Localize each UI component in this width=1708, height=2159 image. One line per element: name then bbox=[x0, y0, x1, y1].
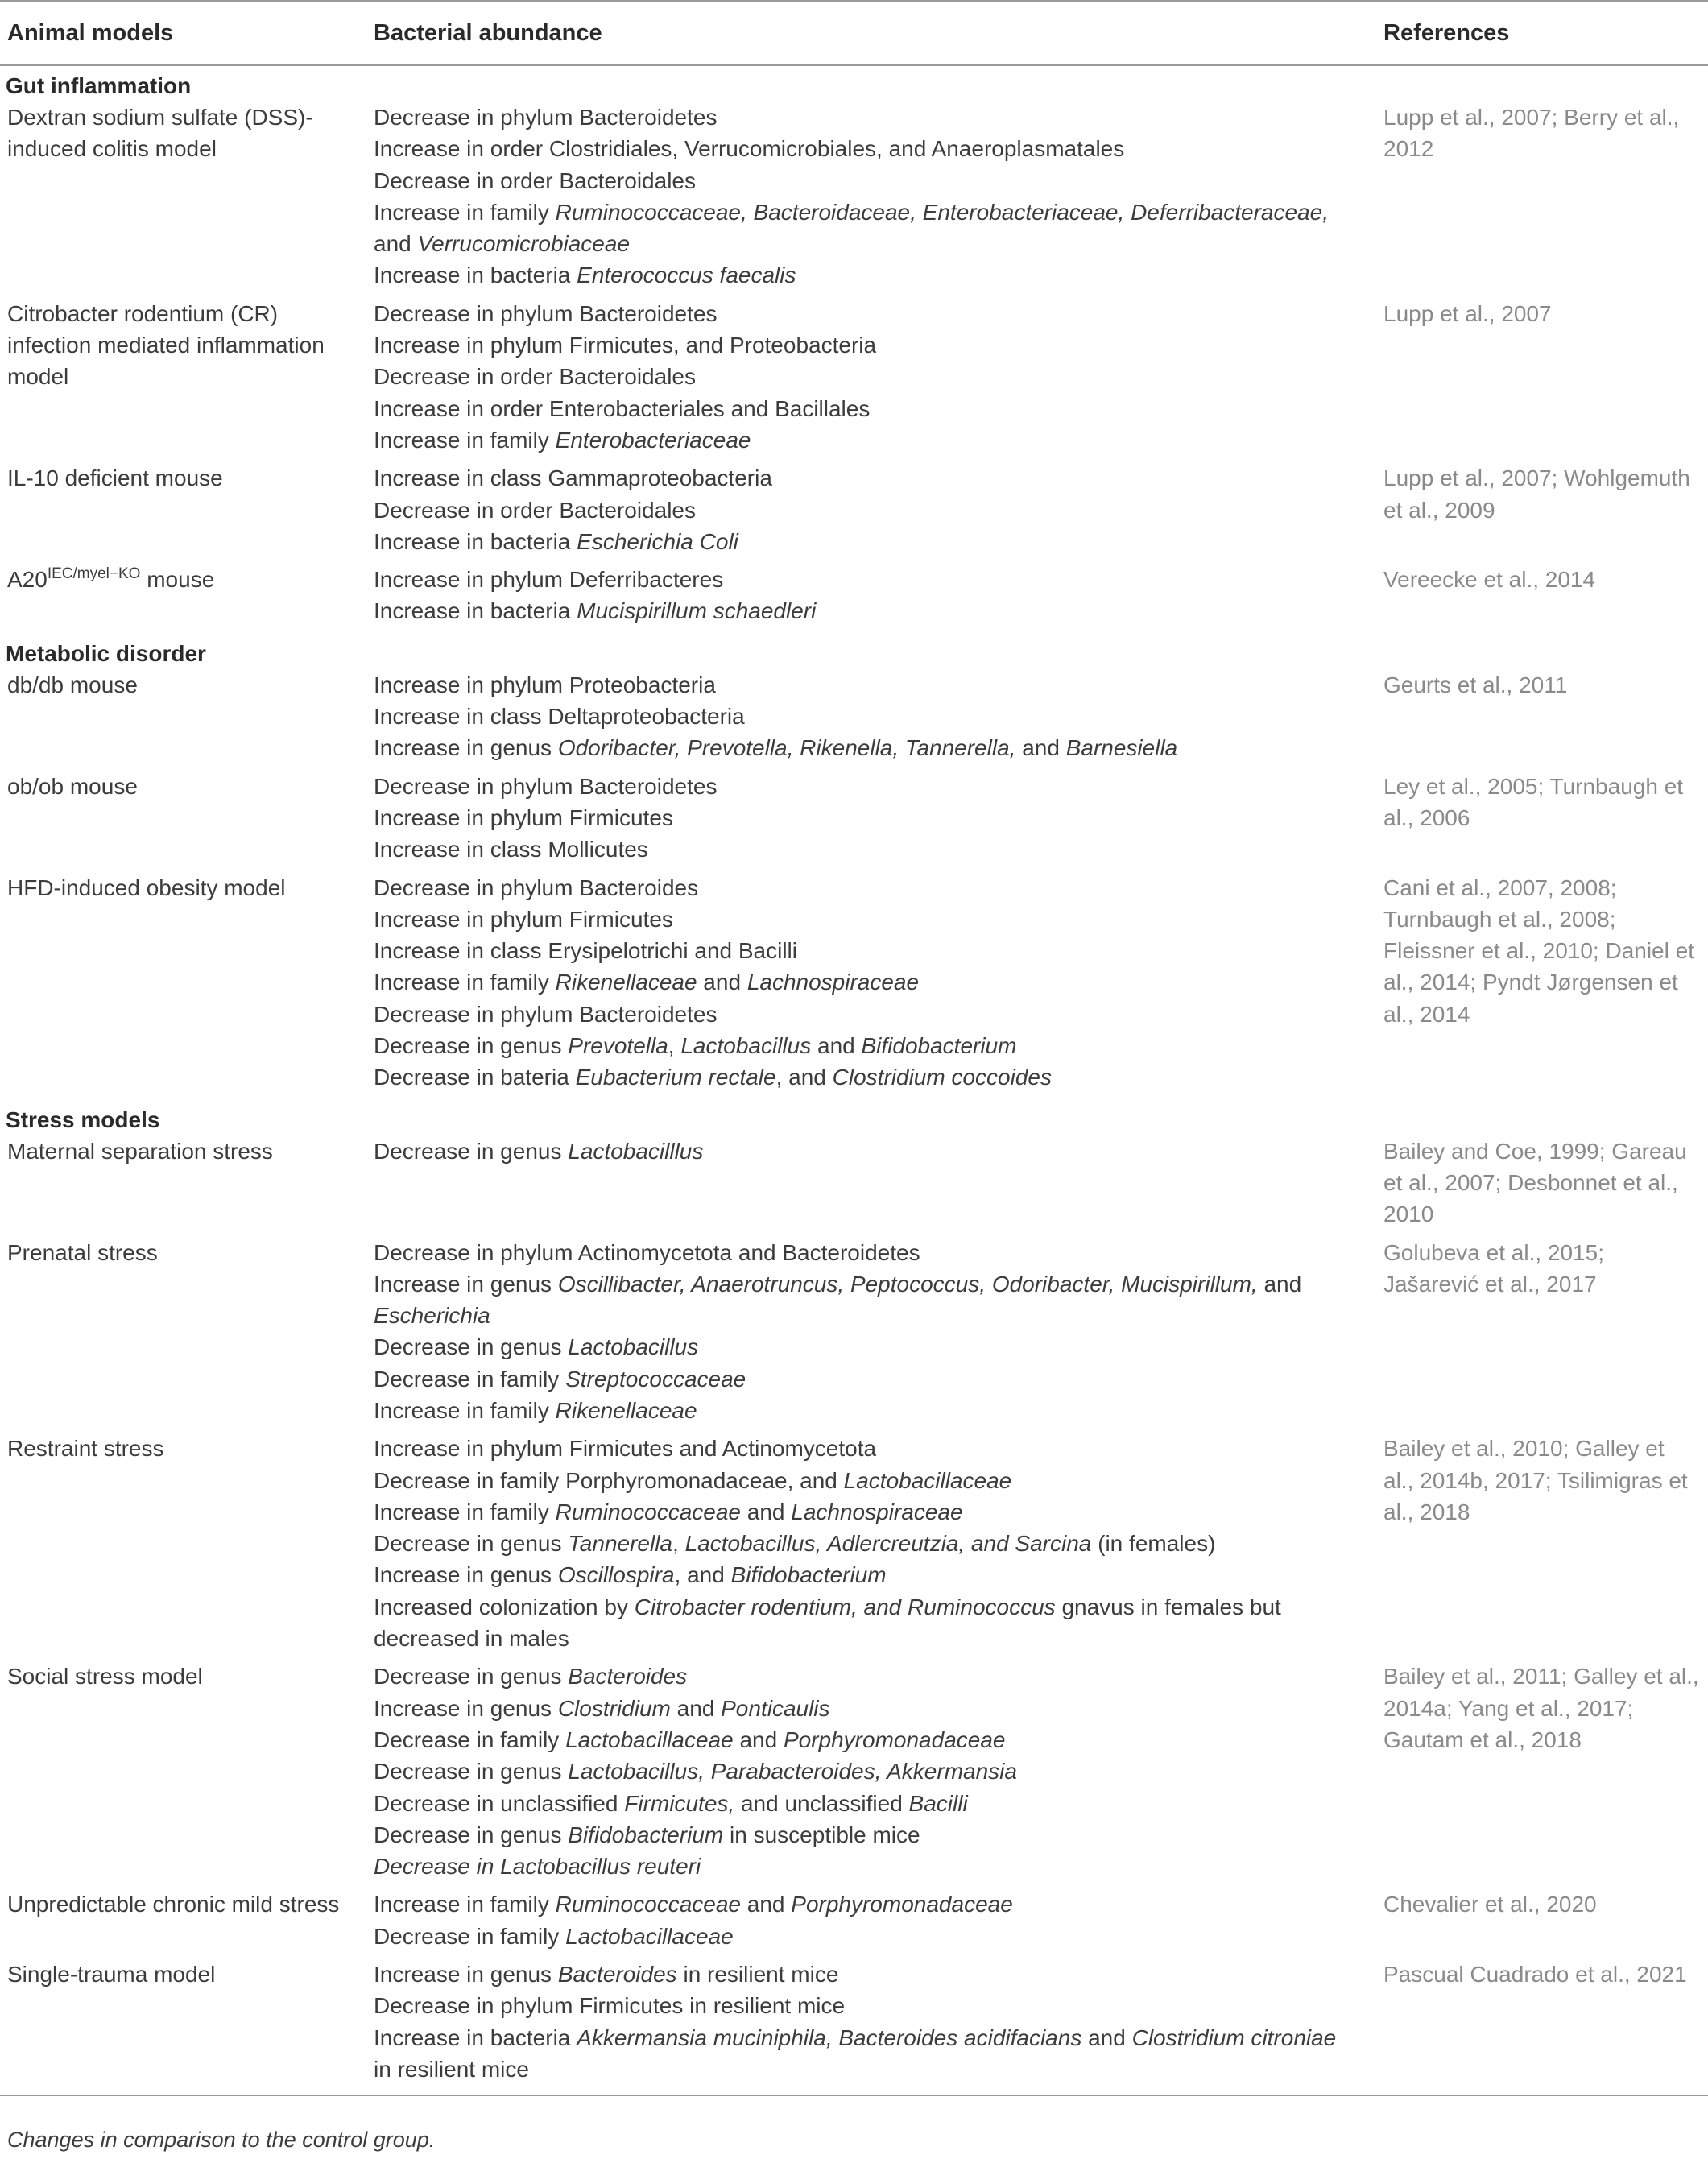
abundance-text: Decrease in phylum Bacteroides bbox=[374, 875, 699, 900]
header-row bbox=[0, 1, 1708, 65]
abundance-line bbox=[374, 701, 1359, 732]
abundance-text: Increase in family bbox=[374, 1397, 556, 1423]
references-cell: Lupp et al., 2007; Berry et al., 2012 bbox=[1383, 105, 1680, 162]
abundance-text: Increase in genus bbox=[374, 1271, 558, 1297]
abundance-text: Decrease in genus bbox=[374, 1033, 569, 1059]
references-cell: Bailey et al., 2010; Galley et al., 2014b, 2017; Tsilimigras et al., 2018 bbox=[1383, 1436, 1688, 1524]
abundance-text: Decrease in bateria bbox=[374, 1065, 576, 1090]
abundance-text: Increase in phylum Firmicutes bbox=[374, 804, 673, 830]
abundance-text: and bbox=[811, 1033, 862, 1059]
abundance-text: Increase in order Clostridiales, Verrucomicrobiales, and Anaeroplasmatales bbox=[374, 136, 1125, 162]
abundance-line bbox=[374, 872, 1359, 904]
abundance-line bbox=[374, 732, 1359, 763]
abundance-text: Increase in bacteria bbox=[374, 2025, 577, 2050]
abundance-line bbox=[374, 1888, 1359, 1920]
taxon-name: Porphyromonadaceae bbox=[791, 1892, 1013, 1917]
abundance-text: and bbox=[1081, 2025, 1132, 2050]
references-cell: Cani et al., 2007, 2008; Turnbaugh et al., 2008; Fleissner et al., 2010; Daniel et al., 2014; Pyndt Jørgensen et al., 2014 bbox=[1383, 875, 1694, 1027]
abundance-line bbox=[374, 1395, 1359, 1426]
abundance-text: and bbox=[697, 970, 747, 995]
taxon-name: Lactobacillaceae bbox=[843, 1467, 1012, 1493]
abundance-line bbox=[374, 1496, 1359, 1528]
table-footnote: Changes in comparison to the control group. bbox=[7, 2128, 436, 2152]
abundance-line bbox=[374, 165, 1359, 196]
abundance-line bbox=[374, 1268, 1359, 1332]
abundance-text: in resilient mice bbox=[374, 2056, 529, 2082]
references-cell: Lupp et al., 2007; Wohlgemuth et al., 2009 bbox=[1383, 465, 1690, 523]
abundance-line bbox=[374, 1990, 1359, 2021]
animal-model-name: ob/ob mouse bbox=[7, 773, 138, 799]
abundance-text: Increase in class Mollicutes bbox=[374, 837, 648, 862]
abundance-line bbox=[374, 361, 1359, 392]
abundance-line bbox=[374, 1693, 1359, 1724]
taxon-name: Rikenellaceae bbox=[555, 1397, 697, 1423]
abundance-text: Decrease in phylum Bacteroidetes bbox=[374, 1001, 718, 1027]
abundance-line bbox=[374, 1465, 1359, 1496]
taxon-name: Bacteroides bbox=[557, 1962, 677, 1987]
abundance-text: Decrease in order Bacteroidales bbox=[374, 364, 696, 390]
table-row bbox=[0, 462, 1708, 564]
references-cell: Ley et al., 2005; Turnbaugh et al., 2006 bbox=[1383, 773, 1684, 830]
abundance-line bbox=[374, 298, 1359, 329]
abundance-line bbox=[374, 564, 1359, 595]
abundance-line bbox=[374, 1061, 1359, 1093]
taxon-name: Lactobacillus, Adlercreutzia, and Sarcina bbox=[684, 1531, 1092, 1557]
abundance-line bbox=[374, 1661, 1359, 1692]
section-title: Gut inflammation bbox=[6, 73, 192, 98]
table-row bbox=[0, 1433, 1708, 1661]
abundance-text: Increase in class Erysipelotrichi and Bacilli bbox=[374, 938, 797, 964]
abundance-line bbox=[374, 999, 1359, 1030]
abundance-text: in susceptible mice bbox=[723, 1822, 920, 1847]
abundance-text: Increased colonization by bbox=[374, 1594, 635, 1619]
abundance-text: Decrease in genus bbox=[374, 1822, 569, 1847]
abundance-text: Decrease in phylum Bacteroidetes bbox=[374, 105, 718, 130]
taxon-name: Enterobacteriaceae bbox=[555, 427, 751, 453]
abundance-line bbox=[374, 1591, 1359, 1655]
bacterial-abundance-cell bbox=[369, 1237, 1383, 1433]
abundance-text: , and bbox=[775, 1065, 833, 1090]
abundance-text: and unclassified bbox=[734, 1790, 909, 1816]
abundance-line bbox=[374, 966, 1359, 998]
taxon-name: Verrucomicrobiaceae bbox=[417, 231, 631, 257]
abundance-line bbox=[374, 1363, 1359, 1395]
abundance-line bbox=[374, 393, 1359, 424]
abundance-line bbox=[374, 1559, 1359, 1590]
abundance-text: Decrease in order Bacteroidales bbox=[374, 168, 696, 193]
abundance-text: , bbox=[672, 1531, 685, 1557]
abundance-text: Decrease in genus bbox=[374, 1664, 569, 1690]
taxon-name: Lactobacillaceae bbox=[565, 1923, 734, 1949]
references-cell: Chevalier et al., 2020 bbox=[1383, 1892, 1597, 1917]
abundance-text: Decrease in family bbox=[374, 1727, 566, 1752]
taxon-name: Citrobacter rodentium, and Ruminococcus bbox=[634, 1594, 1056, 1619]
abundance-text: Decrease in family bbox=[374, 1366, 566, 1392]
section-title: Stress models bbox=[6, 1106, 160, 1132]
abundance-text: Increase in phylum Firmicutes bbox=[374, 906, 673, 932]
taxon-name: Clostridium bbox=[557, 1695, 671, 1721]
abundance-line bbox=[374, 1030, 1359, 1061]
abundance-text: Increase in phylum Firmicutes, and Proteobacteria bbox=[374, 333, 877, 358]
bacterial-abundance-cell bbox=[369, 771, 1383, 872]
abundance-line bbox=[374, 196, 1359, 260]
abundance-text: , and bbox=[674, 1562, 731, 1588]
abundance-text: Increase in order Enterobacteriales and Bacillales bbox=[374, 395, 871, 421]
abundance-line bbox=[374, 259, 1359, 291]
abundance-line bbox=[374, 1528, 1359, 1559]
taxon-name: Lactobacillus, Parabacteroides, Akkermansia bbox=[568, 1759, 1017, 1785]
taxon-name: Bacilli bbox=[908, 1790, 968, 1816]
table-row bbox=[0, 1958, 1708, 2095]
animal-model-cell bbox=[0, 669, 369, 771]
abundance-line bbox=[374, 1724, 1359, 1756]
taxon-name: Oscillibacter, Anaerotruncus, Peptococcus, Odoribacter, Mucispirillum, bbox=[557, 1271, 1258, 1297]
abundance-text: Increase in genus bbox=[374, 1562, 558, 1588]
abundance-line bbox=[374, 771, 1359, 802]
section-title: Metabolic disorder bbox=[6, 640, 206, 666]
abundance-line bbox=[374, 1788, 1359, 1819]
abundance-line bbox=[374, 1433, 1359, 1464]
abundance-text: and bbox=[733, 1727, 784, 1752]
abundance-line bbox=[374, 329, 1359, 361]
bacterial-abundance-cell bbox=[369, 1135, 1383, 1237]
taxon-name: Enterococcus faecalis bbox=[577, 263, 796, 288]
abundance-text: Decrease in genus bbox=[374, 1138, 569, 1164]
abundance-text: Decrease in phylum Actinomycetota and Bacteroidetes bbox=[374, 1239, 920, 1265]
animal-model-name: Restraint stress bbox=[7, 1436, 164, 1462]
animal-model-name: Dextran sodium sulfate (DSS)-induced colitis model bbox=[7, 105, 313, 162]
references-cell: Geurts et al., 2011 bbox=[1383, 672, 1568, 697]
abundance-line bbox=[374, 595, 1359, 627]
taxon-name: Bacteroides bbox=[568, 1664, 688, 1690]
abundance-text: Increase in bacteria bbox=[374, 598, 577, 624]
taxon-name: Lachnospiraceae bbox=[791, 1499, 963, 1524]
abundance-text: in resilient mice bbox=[676, 1962, 839, 1987]
abundance-line bbox=[374, 2022, 1359, 2086]
header-references: References bbox=[1383, 1, 1708, 65]
abundance-text: and bbox=[670, 1695, 722, 1721]
animal-model-name: Social stress model bbox=[7, 1664, 203, 1690]
abundance-text: , bbox=[668, 1033, 681, 1059]
abundance-line bbox=[374, 1135, 1359, 1167]
taxon-name: Lactobacillaceae bbox=[565, 1727, 734, 1752]
abundance-text: and bbox=[374, 231, 418, 257]
taxon-name: Rikenellaceae bbox=[555, 970, 697, 995]
abundance-line bbox=[374, 526, 1359, 557]
section-row bbox=[0, 1100, 1708, 1135]
references-cell: Bailey and Coe, 1999; Gareau et al., 2007; Desbonnet et al., 2010 bbox=[1383, 1138, 1687, 1227]
abundance-line bbox=[374, 904, 1359, 935]
taxon-name: Escherichia Coli bbox=[577, 528, 738, 554]
bacterial-abundance-cell bbox=[369, 1661, 1383, 1888]
abundance-line bbox=[374, 462, 1359, 494]
abundance-text: gnavus in females but decreased in males bbox=[374, 1594, 1281, 1652]
abundance-text: Increase in class Deltaproteobacteria bbox=[374, 704, 745, 730]
animal-model-cell bbox=[0, 1958, 369, 2095]
taxon-name: Clostridium citroniae bbox=[1131, 2025, 1337, 2050]
animal-model-cell bbox=[0, 1433, 369, 1661]
abundance-line bbox=[374, 1756, 1359, 1787]
abundance-line bbox=[374, 1958, 1359, 1990]
references-cell: Vereecke et al., 2014 bbox=[1383, 567, 1596, 593]
table-row bbox=[0, 669, 1708, 771]
abundance-text: and bbox=[740, 1499, 792, 1524]
taxon-name: Ruminococcaceae, Bacteroidaceae, Enterobacteriaceae, Deferribacteraceae, bbox=[555, 199, 1329, 225]
abundance-text: Decrease in phylum Firmicutes in resilient mice bbox=[374, 1993, 846, 2019]
taxon-name: Escherichia bbox=[374, 1303, 490, 1329]
bacterial-abundance-cell bbox=[369, 462, 1383, 564]
taxon-name: Tannerella bbox=[568, 1531, 672, 1557]
abundance-text: and bbox=[1257, 1271, 1302, 1297]
taxon-name: Bifidobacterium bbox=[861, 1033, 1017, 1059]
taxon-name: Bifidobacterium bbox=[568, 1822, 724, 1847]
abundance-text: Increase in family bbox=[374, 1892, 556, 1917]
bacterial-abundance-cell bbox=[369, 564, 1383, 634]
animal-model-cell bbox=[0, 1135, 369, 1237]
taxon-name: Decrease in Lactobacillus reuteri bbox=[374, 1854, 701, 1880]
animal-model-superscript: IEC/myel−KO bbox=[47, 565, 141, 583]
abundance-line bbox=[374, 133, 1359, 164]
animal-model-name: IL-10 deficient mouse bbox=[7, 465, 223, 491]
abundance-line bbox=[374, 1819, 1359, 1851]
animal-model-cell bbox=[0, 564, 369, 634]
section-row bbox=[0, 65, 1708, 101]
abundance-text: Increase in phylum Deferribacteres bbox=[374, 567, 724, 593]
abundance-line bbox=[374, 802, 1359, 833]
table-row bbox=[0, 872, 1708, 1100]
abundance-text: Increase in family bbox=[374, 970, 556, 995]
bacterial-abundance-cell bbox=[369, 872, 1383, 1100]
abundance-text: Decrease in phylum Bacteroidetes bbox=[374, 300, 718, 326]
abundance-line bbox=[374, 669, 1359, 701]
taxon-name: Barnesiella bbox=[1065, 735, 1178, 761]
abundance-text: Increase in family bbox=[374, 1499, 556, 1524]
abundance-line bbox=[374, 1331, 1359, 1363]
animal-model-name: HFD-induced obesity model bbox=[7, 875, 286, 900]
animal-model-name: db/db mouse bbox=[7, 672, 138, 697]
abundance-line bbox=[374, 1237, 1359, 1268]
table-row bbox=[0, 564, 1708, 634]
taxon-name: Lachnospiraceae bbox=[746, 970, 920, 995]
abundance-text: Decrease in phylum Bacteroidetes bbox=[374, 773, 718, 799]
abundance-text: Increase in bacteria bbox=[374, 263, 577, 288]
table-row bbox=[0, 298, 1708, 462]
taxon-name: Oscillospira bbox=[557, 1562, 675, 1588]
taxon-name: Ponticaulis bbox=[721, 1695, 830, 1721]
section-row bbox=[0, 634, 1708, 669]
table-row bbox=[0, 1135, 1708, 1237]
abundance-text: Decrease in order Bacteroidales bbox=[374, 497, 696, 523]
abundance-line bbox=[374, 1921, 1359, 1952]
abundance-text: Increase in phylum Proteobacteria bbox=[374, 672, 716, 697]
abundance-text: Decrease in family bbox=[374, 1923, 566, 1949]
header-bacterial-abundance: Bacterial abundance bbox=[369, 1, 1383, 65]
table-row bbox=[0, 771, 1708, 872]
table-row bbox=[0, 101, 1708, 298]
taxon-name: Mucispirillum schaedleri bbox=[577, 598, 817, 624]
abundance-text: Increase in class Gammaproteobacteria bbox=[374, 465, 772, 491]
table-body bbox=[0, 65, 1708, 2095]
bacterial-abundance-cell bbox=[369, 1888, 1383, 1958]
abundance-text: Increase in genus bbox=[374, 1695, 558, 1721]
references-cell: Pascual Cuadrado et al., 2021 bbox=[1383, 1958, 1708, 2095]
abundance-text: and bbox=[1015, 735, 1066, 761]
taxon-name: Lactobacillus bbox=[568, 1334, 699, 1360]
abundance-text: Decrease in genus bbox=[374, 1334, 569, 1360]
taxon-name: Porphyromonadaceae bbox=[783, 1727, 1006, 1752]
abundance-text: Decrease in unclassified bbox=[374, 1790, 625, 1816]
taxon-name: Odoribacter, Prevotella, Rikenella, Tannerella, bbox=[557, 735, 1016, 761]
abundance-text: Increase in genus bbox=[374, 735, 558, 761]
taxon-name: Clostridium coccoides bbox=[832, 1065, 1052, 1090]
animal-model-name: Prenatal stress bbox=[7, 1239, 158, 1265]
taxon-name: Ruminococcaceae bbox=[555, 1892, 741, 1917]
animal-model-cell bbox=[0, 298, 369, 462]
abundance-text: Decrease in genus bbox=[374, 1759, 569, 1785]
abundance-line bbox=[374, 1851, 1359, 1882]
abundance-text: Decrease in family Porphyromonadaceae, and bbox=[374, 1467, 844, 1493]
animal-model-cell bbox=[0, 1661, 369, 1888]
table-row bbox=[0, 1237, 1708, 1433]
references-cell: Golubeva et al., 2015; Jašarević et al., 2017 bbox=[1383, 1239, 1604, 1297]
taxon-name: Bifidobacterium bbox=[730, 1562, 887, 1588]
animal-model-cell bbox=[0, 101, 369, 298]
abundance-line bbox=[374, 424, 1359, 456]
animal-model-cell bbox=[0, 872, 369, 1100]
taxon-name: Streptococcaceae bbox=[565, 1366, 746, 1392]
bacterial-abundance-cell bbox=[369, 298, 1383, 462]
abundance-line bbox=[374, 494, 1359, 526]
animal-model-name: Maternal separation stress bbox=[7, 1138, 273, 1164]
references-cell: Lupp et al., 2007 bbox=[1383, 300, 1552, 326]
abundance-text: Increase in family bbox=[374, 199, 556, 225]
table-row bbox=[0, 1661, 1708, 1888]
animal-model-name: Unpredictable chronic mild stress bbox=[7, 1892, 340, 1917]
animal-model-cell bbox=[0, 771, 369, 872]
animal-model-cell bbox=[0, 462, 369, 564]
abundance-text: Increase in bacteria bbox=[374, 528, 577, 554]
references-cell: Bailey et al., 2011; Galley et al., 2014a; Yang et al., 2017; Gautam et al., 2018 bbox=[1383, 1664, 1699, 1752]
table-row bbox=[0, 1888, 1708, 1958]
taxon-name: Firmicutes, bbox=[624, 1790, 735, 1816]
abundance-text: Increase in family bbox=[374, 427, 556, 453]
abundance-text: Decrease in genus bbox=[374, 1531, 569, 1557]
abundance-line bbox=[374, 101, 1359, 133]
animal-model-name: A20 bbox=[7, 567, 48, 593]
abundance-text: and bbox=[740, 1892, 792, 1917]
bacterial-abundance-cell bbox=[369, 669, 1383, 771]
taxon-name: Prevotella bbox=[568, 1033, 668, 1059]
bacterial-abundance-cell bbox=[369, 1433, 1383, 1661]
animal-model-cell bbox=[0, 1888, 369, 1958]
abundance-text: Increase in genus bbox=[374, 1962, 558, 1987]
abundance-text: (in females) bbox=[1091, 1531, 1216, 1557]
bacterial-abundance-cell bbox=[369, 101, 1383, 298]
header-animal-models: Animal models bbox=[0, 1, 369, 65]
taxon-name: Eubacterium rectale bbox=[575, 1065, 776, 1090]
bacterial-abundance-cell bbox=[369, 1958, 1383, 2095]
animal-model-suffix: mouse bbox=[140, 567, 215, 593]
animal-model-name: Single-trauma model bbox=[7, 1962, 216, 1987]
taxon-name: Akkermansia muciniphila, Bacteroides acidifacians bbox=[577, 2025, 1082, 2050]
abundance-line bbox=[374, 935, 1359, 966]
abundance-text: Increase in phylum Firmicutes and Actinomycetota bbox=[374, 1436, 877, 1462]
taxon-name: Lactobacillus bbox=[680, 1033, 812, 1059]
taxon-name: Lactobacilllus bbox=[568, 1138, 704, 1164]
animal-model-name: Citrobacter rodentium (CR) infection mediated inflammation model bbox=[7, 300, 325, 390]
taxon-name: Ruminococcaceae bbox=[555, 1499, 741, 1524]
animal-model-cell bbox=[0, 1237, 369, 1433]
abundance-line bbox=[374, 833, 1359, 865]
